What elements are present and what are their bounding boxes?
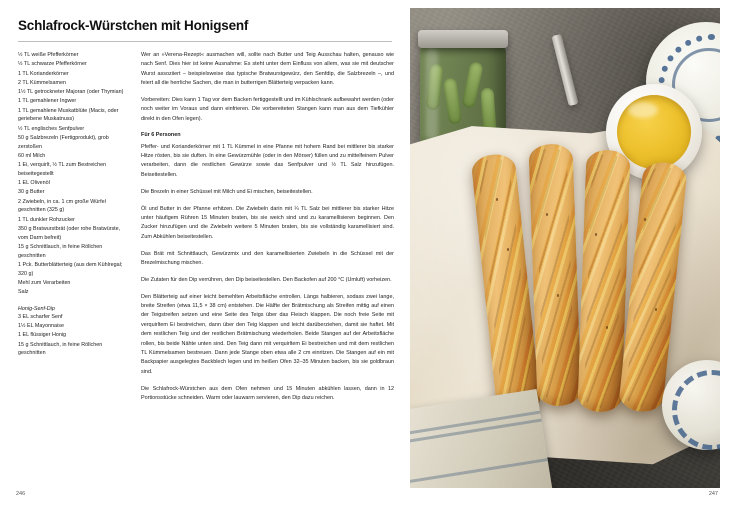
caraway-seed bbox=[644, 218, 646, 221]
ingredient-item: Mehl zum Verarbeiten bbox=[18, 279, 71, 286]
caraway-seed bbox=[557, 294, 559, 297]
page-number-left: 246 bbox=[16, 491, 26, 497]
caraway-seed bbox=[606, 326, 608, 329]
ingredient-item: 1½ TL getrockneter Majoran (oder Thymian) bbox=[18, 89, 124, 95]
ingredient-item: 1½ EL Mayonnaise bbox=[18, 323, 64, 329]
method-step: Pfeffer- und Korianderkörner mit 1 TL Kümmel in eine Pfanne mit hohem Rand bei mittlerer bis starker Hitze rösten, bis sie duften. In eine Gewürzmühle (oder in den Mörser) füllen und zu mittelfeinem Pulver verarbeiten, dann die restlichen Gewürze sowie das Senfpulver und ½ TL Salz hinzufügen. Beiseitestellen. bbox=[141, 143, 394, 178]
ingredient-item: 2 TL Kümmelsamen bbox=[18, 79, 66, 86]
method-step: Die Schlafrock-Würstchen aus dem Ofen nehmen und 15 Minuten abkühlen lassen, dann in 12 Portionsstücke schneiden. Warm oder lauwarm servieren, den Dip dazu reichen. bbox=[141, 385, 394, 401]
pickle bbox=[443, 77, 462, 124]
servings-heading: Für 6 Personen bbox=[141, 131, 181, 138]
intro-paragraph: Wer an »Verena-Rezept« ausmachen will, sollte nach Butter und Teig Ausschau halten, genauso wie nach Senf. Dies hier ist keine Ausnahme: Es steht unter dem Einfluss von allem, was sie mit deutscher Wurst assoziiert – beispielsweise das typische Bratwurstgewürz, den Senfdip, die Salzbrezeln –, und feiert all die herrliche Sachen, die man in butterrigen Blätterteig verpacken kann. bbox=[141, 52, 394, 87]
ingredient-item: 3 EL scharfer Senf bbox=[18, 313, 63, 320]
cloth-stripe bbox=[410, 458, 548, 484]
ingredient-item: 1 Ei, verquirlt, ½ TL zum Bestreichen beiseitegestellt bbox=[18, 162, 107, 177]
ingredient-item: 15 g Schnittlauch, in feine Röllchen geschnitten bbox=[18, 243, 103, 259]
method-step: Die Zutaten für den Dip verrühren, den Dip beiseitestellen. Den Backofen auf 200 °C (Umluft) vorheizen. bbox=[141, 276, 392, 283]
ingredient-item: 1 TL gemahlene Muskatblüte (Macis, oder geriebene Muskatnuss) bbox=[18, 107, 119, 123]
ingredient-item: 50 g Salzbrezeln (Fertigprodukt), grob zerstoßen bbox=[18, 134, 109, 150]
ingredient-item: 1 TL gemahlener Ingwer bbox=[18, 98, 77, 105]
ingredient-item: 1 EL Olivenöl bbox=[18, 180, 50, 186]
ingredients-column bbox=[18, 51, 128, 411]
method-step: Öl und Butter in der Pfanne erhitzen. Die Zwiebeln darin mit ¼ TL Salz bei mittlerer bis starker Hitze unter häufigem Rühren 15 Minuten braten, bis sie weich sind und zu karamellisieren beginnen. Den Zucker hinzufügen und die Zwiebeln weitere 5 Minuten braten, bis sie vollständig karamellisiert sind. Zum Abkühlen beiseitestellen. bbox=[141, 205, 394, 240]
caraway-seed bbox=[507, 248, 509, 251]
page-right bbox=[410, 0, 734, 509]
ingredient-item: ½ TL weiße Pfefferkörner bbox=[18, 52, 79, 58]
content-columns bbox=[14, 51, 396, 411]
method-step: Die Brezeln in einer Schüssel mit Milch und Ei mischen, beiseitestellen. bbox=[141, 188, 313, 195]
ingredient-item: 30 g Butter bbox=[18, 189, 45, 196]
jar-highlight bbox=[426, 48, 438, 140]
ingredients-list-dip bbox=[18, 313, 128, 358]
ingredient-item: Salz bbox=[18, 289, 29, 295]
dip-highlight bbox=[628, 102, 658, 118]
ingredient-item: 2 Zwiebeln, in ca. 1 cm große Würfel geschnitten (325 g) bbox=[18, 198, 106, 214]
page-title: Schlafrock-Würstchen mit Honigsenf bbox=[18, 18, 249, 33]
title-divider bbox=[18, 41, 392, 42]
page-number-right: 247 bbox=[708, 491, 718, 497]
caraway-seed bbox=[595, 233, 597, 236]
ingredient-item: 15 g Schnittlauch, in feine Röllchen geschnitten bbox=[18, 341, 103, 357]
ingredient-item: 1 Pck. Butterblätterteig (aus dem Kühlregal; 320 g) bbox=[18, 261, 123, 277]
pickle bbox=[461, 61, 483, 109]
ingredient-item: 1 TL Korianderkörner bbox=[18, 70, 69, 77]
caraway-seed bbox=[655, 308, 657, 311]
jar-lid bbox=[418, 30, 508, 48]
ingredients-list-main bbox=[18, 51, 128, 297]
ingredient-item: ½ TL englisches Senfpulver bbox=[18, 125, 85, 132]
caraway-seed bbox=[496, 198, 498, 201]
dip-subheading: Honig-Senf-Dip bbox=[18, 305, 55, 312]
recipe-photograph bbox=[410, 8, 720, 488]
caraway-seed bbox=[546, 213, 548, 216]
ingredient-item: ½ TL schwarze Pfefferkörner bbox=[18, 61, 87, 68]
ingredient-item: 1 TL dunkler Rohzucker bbox=[18, 216, 75, 223]
ingredient-item: 60 ml Milch bbox=[18, 152, 46, 159]
method-step: Den Blätterteig auf einer leicht bemehlten Arbeitsfläche entrollen. Längs halbieren, sodass zwei lange, breite Streifen (etwa 11,5 × 38 cm) entstehen. Die Hälfte der Brätmischung als Streifen mittig auf einen der Teigstreifen setzen und eine Seite des Teigs über das Fleisch klappen. Die noch freie Seite mit verquirltem Ei bestreichen, dann über den Teig klappen und leicht darüberziehen, damit sie haftet. Mit dem restlichen Teig und der restlichen Brätmischung wiederholen. Beide Stangen auf der Arbeitsfläche rollen, bis beide Nähte unten sind. Den Teig dann mit verquirltem Ei bestreichen und mit dem restlichen TL Kümmelsamen bestreuen. Dann jede Stange oben etwa alle 2 cm einritzen. Die Stangen auf ein mit Backpapier ausgelegtes Backblech legen und im heißen Ofen 32–35 Minuten backen, bis sie goldbraun sind. bbox=[141, 293, 394, 375]
ingredient-item: 350 g Bratwurstbrät (oder rohe Bratwürste, vom Darm befreit) bbox=[18, 225, 121, 241]
ingredient-item: 1 EL flüssiger Honig bbox=[18, 332, 67, 339]
small-bowl-pattern bbox=[672, 370, 720, 450]
method-step: Das Brät mit Schnittlauch, Gewürzmix und den karamellisierten Zwiebeln in die Schüssel mit der Brezelmischung mischen. bbox=[141, 250, 394, 266]
method-column bbox=[141, 51, 394, 411]
sausage-roll bbox=[528, 143, 581, 406]
make-ahead-paragraph: Vorbereiten: Dies kann 1 Tag vor dem Backen fertiggestellt und im Kühlschrank aufbewahrt werden (oder noch weiter im Voraus und dann einfrieren. Die vorbereiteten Stangen kann man aus dem Tiefkühler direkt in den Ofen legen). bbox=[141, 97, 394, 122]
